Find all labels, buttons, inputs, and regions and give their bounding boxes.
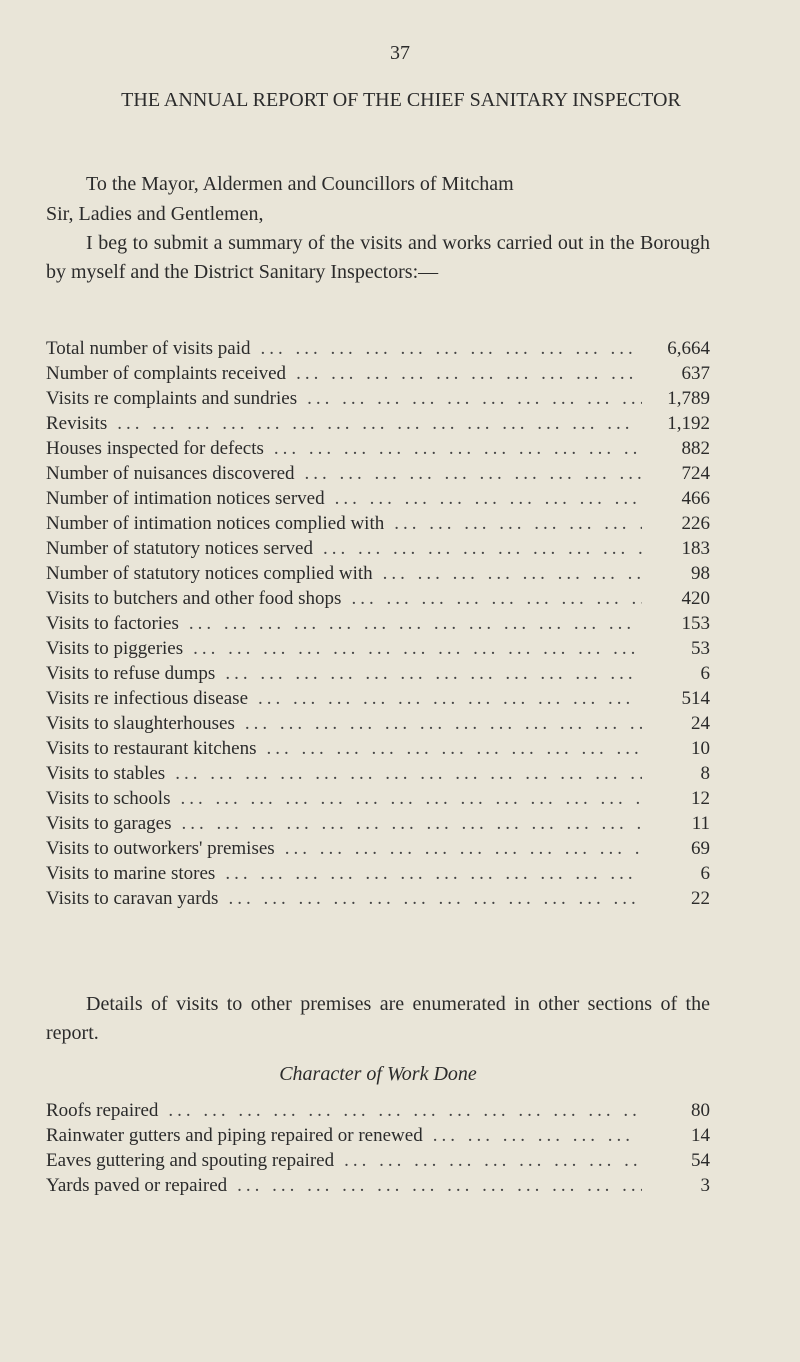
dot-leader [285,836,642,861]
row-value: 1,192 [667,413,710,434]
row-label: Visits to schools [46,788,171,809]
row-label: Number of complaints received [46,363,287,384]
row-value: 226 [681,513,710,534]
row-value: 3 [700,1175,710,1196]
row-value: 514 [681,688,710,709]
dot-leader [351,586,642,611]
dot-leader [274,436,642,461]
row-value: 637 [681,363,710,384]
table-row [46,1148,710,1173]
dot-leader [182,811,642,836]
row-label: Yards paved or repaired [46,1175,228,1196]
address-line: To the Mayor, Aldermen and Councillors of Mitcham [86,173,514,195]
row-value: 54 [691,1150,710,1171]
row-label: Houses inspected for defects [46,438,264,459]
row-value: 8 [700,763,710,784]
row-label: Visits to marine stores [46,863,216,884]
table-row [46,586,710,611]
dot-leader [258,686,642,711]
salutation: Sir, Ladies and Gentlemen, [46,203,264,225]
table-row [46,511,710,536]
table-row [46,661,710,686]
row-label: Number of intimation notices served [46,488,325,509]
table-row [46,336,710,361]
row-label: Visits to piggeries [46,638,184,659]
dot-leader [168,1098,642,1123]
dot-leader [260,336,642,361]
dot-leader [180,786,642,811]
row-label: Number of intimation notices complied with [46,513,385,534]
table-row [46,461,710,486]
row-label: Revisits [46,413,108,434]
dot-leader [394,511,642,536]
row-label: Rainwater gutters and piping repaired or renewed [46,1125,423,1146]
work-done-table [46,1098,710,1198]
row-label: Visits re infectious disease [46,688,249,709]
row-value: 10 [691,738,710,759]
row-label: Eaves guttering and spouting repaired [46,1150,335,1171]
table-row [46,1123,710,1148]
row-value: 1,789 [667,388,710,409]
row-value: 183 [681,538,710,559]
table-row [46,686,710,711]
row-value: 724 [681,463,710,484]
row-label: Visits re complaints and sundries [46,388,298,409]
row-label: Visits to garages [46,813,172,834]
details-paragraph: Details of visits to other premises are enumerated in other sections of the report. [46,993,710,1044]
dot-leader [344,1148,642,1173]
row-value: 24 [691,713,710,734]
row-label: Number of nuisances discovered [46,463,295,484]
table-row [46,411,710,436]
row-value: 98 [691,563,710,584]
row-label: Number of statutory notices served [46,538,313,559]
table-row [46,761,710,786]
row-value: 6 [700,663,710,684]
row-value: 12 [691,788,710,809]
table-row [46,561,710,586]
row-value: 69 [691,838,710,859]
row-label: Roofs repaired [46,1100,159,1121]
report-title: THE ANNUAL REPORT OF THE CHIEF SANITARY INSPECTOR [121,89,681,111]
dot-leader [296,361,642,386]
table-row [46,611,710,636]
dot-leader [266,736,642,761]
intro-paragraph: I beg to submit a summary of the visits and works carried out in the Borough by myself and the District Sanitary Inspectors:— [46,232,710,283]
table-row [46,811,710,836]
row-value: 466 [681,488,710,509]
row-value: 53 [691,638,710,659]
row-label: Visits to outworkers' premises [46,838,275,859]
dot-leader [117,411,642,436]
table-row [46,736,710,761]
dot-leader [225,861,642,886]
row-label: Visits to refuse dumps [46,663,216,684]
table-row [46,711,710,736]
dot-leader [225,661,642,686]
row-value: 420 [681,588,710,609]
dot-leader [323,536,642,561]
work-heading: Character of Work Done [279,1063,477,1085]
table-row [46,486,710,511]
row-value: 882 [681,438,710,459]
table-row [46,861,710,886]
table-row [46,1173,710,1198]
dot-leader [383,561,642,586]
row-value: 22 [691,888,710,909]
row-label: Visits to butchers and other food shops [46,588,342,609]
visits-summary-table [46,336,710,911]
row-label: Visits to slaughterhouses [46,713,235,734]
row-label: Visits to factories [46,613,179,634]
dot-leader [245,711,642,736]
page-number: 37 [390,42,410,64]
row-value: 6,664 [667,338,710,359]
row-value: 153 [681,613,710,634]
dot-leader [237,1173,642,1198]
row-value: 6 [700,863,710,884]
dot-leader [433,1123,642,1148]
table-row [46,386,710,411]
row-value: 14 [691,1125,710,1146]
row-label: Total number of visits paid [46,338,251,359]
row-value: 80 [691,1100,710,1121]
row-label: Visits to restaurant kitchens [46,738,257,759]
table-row [46,886,710,911]
table-row [46,436,710,461]
row-label: Visits to caravan yards [46,888,219,909]
dot-leader [307,386,642,411]
row-value: 11 [691,813,710,834]
table-row [46,1098,710,1123]
row-label: Number of statutory notices complied with [46,563,373,584]
table-row [46,536,710,561]
dot-leader [335,486,642,511]
dot-leader [305,461,642,486]
dot-leader [228,886,642,911]
table-row [46,786,710,811]
dot-leader [193,636,642,661]
table-row [46,836,710,861]
dot-leader [175,761,642,786]
dot-leader [189,611,642,636]
table-row [46,636,710,661]
row-label: Visits to stables [46,763,166,784]
table-row [46,361,710,386]
